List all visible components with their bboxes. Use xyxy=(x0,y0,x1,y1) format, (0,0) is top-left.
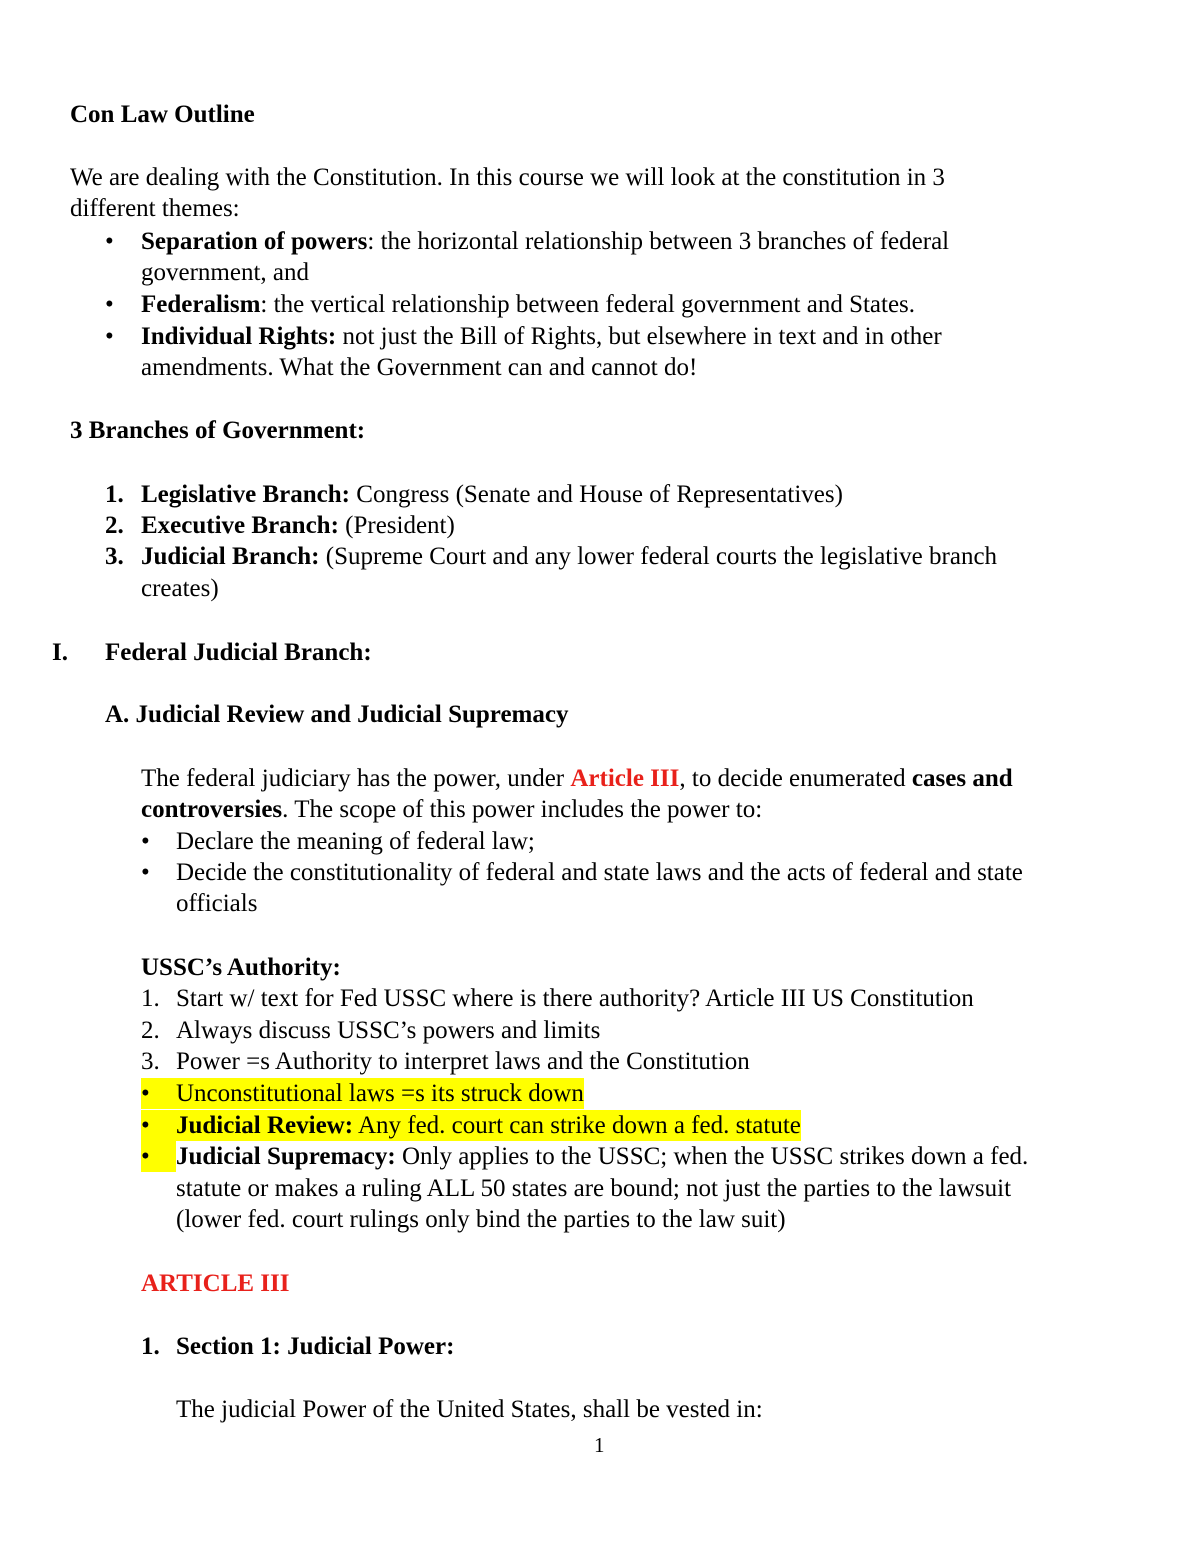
branch-judicial-cont: creates) xyxy=(141,575,219,602)
bullet-icon: • xyxy=(141,1110,176,1141)
scope-bullet-1: Declare the meaning of federal law; xyxy=(176,828,535,855)
section-title: Federal Judicial Branch: xyxy=(105,639,372,666)
theme-federalism: Federalism: the vertical relationship between federal government and States. xyxy=(141,291,916,318)
judicial-power-text: The judicial Power of the United States, shall be vested in: xyxy=(176,1396,763,1423)
theme-individual-rights-cont: amendments. What the Government can and cannot do! xyxy=(141,354,698,381)
ussc-bullet-judicial-supremacy-cont-2: (lower fed. court rulings only bind the parties to the law suit) xyxy=(176,1206,786,1233)
branch-judicial: Judicial Branch: (Supreme Court and any lower federal courts the legislative branch xyxy=(141,543,998,570)
bullet-icon: • xyxy=(105,291,114,318)
ussc-num: 1. xyxy=(141,985,160,1012)
bullet-icon: • xyxy=(141,828,150,855)
paragraph-line-1: The federal judiciary has the power, under Article III, to decide enumerated cases and xyxy=(141,765,1013,792)
ussc-bullet-judicial-supremacy-cont-1: statute or makes a ruling ALL 50 states are bound; not just the parties to the lawsuit xyxy=(176,1175,1012,1202)
article-heading: ARTICLE III xyxy=(141,1270,290,1297)
intro-line-1: We are dealing with the Constitution. In this course we will look at the constitution in 3 xyxy=(70,164,945,191)
ussc-bullet-unconstitutional: Unconstitutional laws =s its struck down xyxy=(176,1080,584,1107)
ussc-item-2: Always discuss USSC’s powers and limits xyxy=(176,1017,601,1044)
theme-individual-rights: Individual Rights: not just the Bill of Rights, but elsewhere in text and in other xyxy=(141,323,942,350)
page-number: 1 xyxy=(594,1433,605,1457)
subsection-title: A. Judicial Review and Judicial Supremacy xyxy=(105,701,569,728)
ussc-item-1: Start w/ text for Fed USSC where is there authority? Article III US Constitution xyxy=(176,985,974,1012)
bullet-icon: • xyxy=(141,1141,176,1172)
scope-bullet-2-cont: officials xyxy=(176,890,258,917)
bullet-icon: • xyxy=(141,1078,176,1109)
branch-legislative: Legislative Branch: Congress (Senate and House of Representatives) xyxy=(141,481,843,508)
ussc-num: 3. xyxy=(141,1048,160,1075)
bullet-icon: • xyxy=(105,228,114,255)
branch-num: 3. xyxy=(105,543,124,570)
branch-executive: Executive Branch: (President) xyxy=(141,512,455,539)
section-numeral: I. xyxy=(52,639,68,666)
branch-num: 1. xyxy=(105,481,124,508)
branches-heading: 3 Branches of Government: xyxy=(70,417,366,444)
paragraph-line-2: controversies. The scope of this power includes the power to: xyxy=(141,796,763,823)
branch-num: 2. xyxy=(105,512,124,539)
theme-separation: Separation of powers: the horizontal relationship between 3 branches of federal xyxy=(141,228,950,255)
theme-separation-cont: government, and xyxy=(141,259,310,286)
ussc-bullet-judicial-review: Judicial Review: Any fed. court can strike down a fed. statute xyxy=(176,1112,801,1139)
section1-title: Section 1: Judicial Power: xyxy=(176,1333,455,1360)
ussc-heading: USSC’s Authority: xyxy=(141,954,341,981)
bullet-icon: • xyxy=(105,323,114,350)
ussc-bullet-judicial-supremacy: Judicial Supremacy: Only applies to the USSC; when the USSC strikes down a fed. xyxy=(176,1143,1029,1170)
intro-line-2: different themes: xyxy=(70,195,240,222)
section1-num: 1. xyxy=(141,1333,160,1360)
ussc-num: 2. xyxy=(141,1017,160,1044)
scope-bullet-2: Decide the constitutionality of federal and state laws and the acts of federal and state xyxy=(176,859,1023,886)
ussc-item-3: Power =s Authority to interpret laws and the Constitution xyxy=(176,1048,750,1075)
document-title: Con Law Outline xyxy=(70,101,255,128)
bullet-icon: • xyxy=(141,859,150,886)
